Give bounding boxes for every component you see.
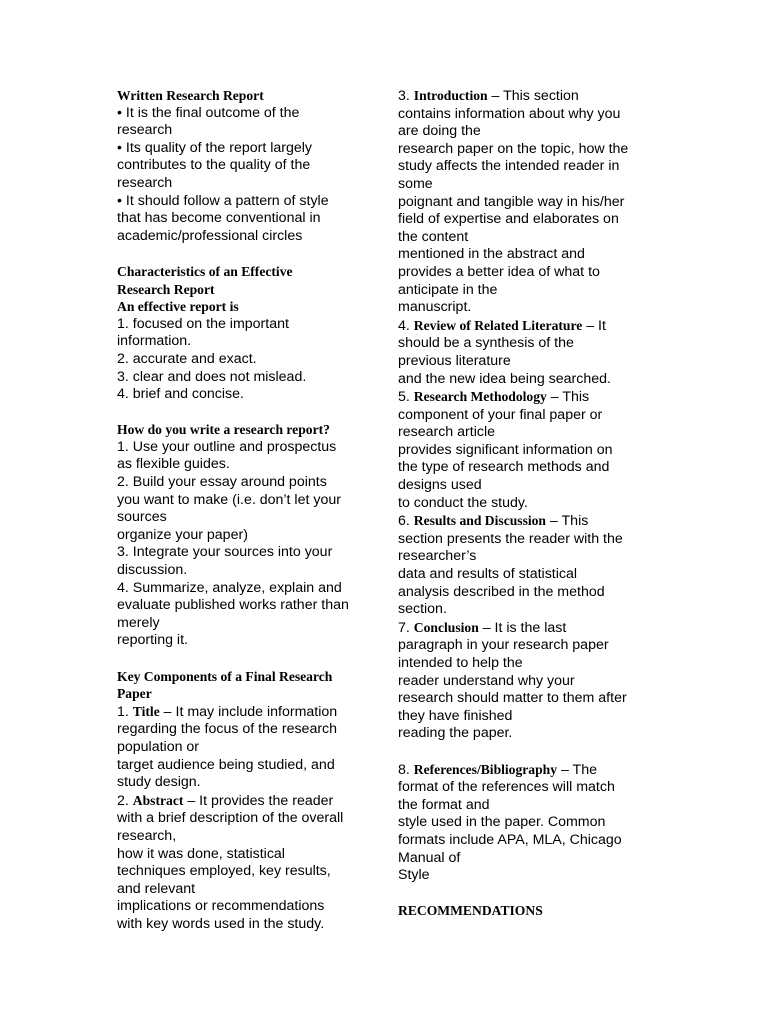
text-line: population or (117, 738, 200, 755)
text-line: 4. brief and concise. (117, 386, 244, 403)
term-label: References/Bibliography (413, 761, 558, 777)
references-item (398, 761, 660, 885)
term-label: Conclusion (413, 619, 479, 635)
text-line: analysis described in the method (398, 583, 605, 600)
term-label: Introduction (413, 88, 488, 103)
text-line: reading the paper. (398, 725, 513, 742)
review-item (398, 317, 660, 388)
text-line: 3. Integrate your sources into your (117, 544, 333, 561)
text-line: discussion. (117, 562, 188, 579)
characteristics-section (117, 263, 379, 404)
text-line: and relevant (117, 880, 196, 897)
conclusion-item (398, 619, 660, 743)
item-number: 3. (398, 88, 410, 104)
text-line: data and results of statistical (398, 566, 578, 583)
text-line: with key words used in the study. (117, 915, 325, 932)
text-fragment: – This section (487, 88, 579, 104)
text-fragment: – It is the last (478, 619, 567, 636)
text-line: should be a synthesis of the (398, 335, 574, 352)
text-line: 3. clear and does not mislead. (117, 368, 307, 385)
component-introduction-line (398, 87, 660, 106)
right-column (398, 87, 660, 920)
text-line: are doing the (398, 123, 481, 140)
introduction-item (398, 87, 660, 317)
text-line: study affects the intended reader in (398, 158, 620, 175)
text-line: evaluate published works rather than (117, 597, 349, 614)
text-line: sources (117, 509, 167, 526)
text-line: format of the references will match (398, 779, 615, 796)
text-line: merely (117, 614, 160, 631)
text-line: section. (398, 601, 447, 618)
section-heading-recommendations: RECOMMENDATIONS (398, 903, 543, 919)
text-fragment: – It provides the reader (183, 792, 334, 809)
text-line: anticipate in the (398, 281, 498, 298)
text-line: regarding the focus of the research (117, 721, 338, 738)
component-results-line (398, 512, 660, 531)
text-line: research paper on the topic, how the (398, 140, 629, 157)
text-line: field of expertise and elaborates on (398, 211, 619, 228)
item-number: 1. (117, 703, 129, 720)
text-line: provides significant information on (398, 441, 613, 458)
component-conclusion-line (398, 619, 660, 638)
text-line: as flexible guides. (117, 456, 230, 473)
text-fragment: – It (582, 317, 606, 334)
text-line: previous literature (398, 352, 511, 369)
text-line: provides a better idea of what to (398, 263, 600, 280)
text-line: formats include APA, MLA, Chicago (398, 831, 622, 848)
text-fragment: – This (546, 513, 589, 530)
item-number: 8. (398, 761, 410, 778)
term-label: Results and Discussion (413, 513, 546, 529)
text-line: component of your final paper or (398, 406, 603, 423)
section-subheading: An effective report is (117, 299, 239, 315)
text-line: implications or recommendations (117, 898, 325, 915)
spacer (398, 885, 660, 903)
item-number: 7. (398, 619, 410, 636)
text-line: they have finished (398, 707, 513, 724)
text-line: designs used (398, 477, 482, 494)
text-line: 4. Summarize, analyze, explain and (117, 579, 342, 596)
text-line: the type of research methods and (398, 459, 610, 476)
spacer (117, 650, 379, 668)
text-line: some (398, 175, 433, 192)
text-line: the format and (398, 796, 490, 813)
text-line: target audience being studied, and (117, 756, 335, 773)
term-label: Title (132, 703, 160, 719)
text-line: manuscript. (398, 299, 472, 316)
methodology-item (398, 388, 660, 512)
spacer (398, 743, 660, 761)
text-line: intended to help the (398, 655, 523, 671)
text-line: to conduct the study. (398, 494, 528, 511)
text-line: research, (117, 827, 177, 844)
section-heading-characteristics: Characteristics of an Effective (117, 263, 293, 279)
component-references-line (398, 761, 660, 780)
text-line: organize your paper) (117, 526, 248, 543)
item-number: 6. (398, 513, 410, 530)
text-line: research should matter to them after (398, 690, 627, 707)
text-line: study design. (117, 774, 201, 791)
written-report-section (117, 87, 379, 245)
text-line: reader understand why your (398, 672, 575, 689)
component-abstract-line (117, 792, 379, 811)
text-line: academic/professional circles (117, 227, 303, 244)
text-line: 2. accurate and exact. (117, 350, 257, 367)
component-title-line (117, 703, 379, 722)
section-heading-characteristics-cont: Research Report (117, 281, 215, 297)
component-methodology-line (398, 388, 660, 407)
results-item (398, 512, 660, 619)
item-number: 2. (117, 792, 129, 809)
section-heading-key-components: Key Components of a Final Research (117, 668, 333, 684)
text-line: researcher’s (398, 548, 477, 565)
text-line: contributes to the quality of the (117, 157, 311, 174)
text-line: 1. focused on the important (117, 315, 289, 332)
text-line: style used in the paper. Common (398, 814, 606, 831)
text-line: research (117, 174, 173, 191)
text-line: research article (398, 424, 495, 441)
text-line: poignant and tangible way in his/her (398, 193, 625, 210)
text-line: techniques employed, key results, (117, 863, 331, 880)
text-line: paragraph in your research paper (398, 637, 609, 654)
text-line: that has become conventional in (117, 210, 321, 227)
how-to-write-section (117, 421, 379, 650)
component-review-line (398, 317, 660, 336)
section-heading-key-components-cont: Paper (117, 686, 152, 702)
term-label: Review of Related Literature (413, 317, 583, 333)
item-number: 5. (398, 389, 410, 406)
text-line: mentioned in the abstract and (398, 246, 585, 263)
text-line: how it was done, statistical (117, 845, 285, 862)
text-line: the content (398, 228, 469, 245)
spacer (117, 245, 379, 263)
text-line: 1. Use your outline and prospectus (117, 438, 337, 455)
text-fragment: – The (557, 761, 597, 778)
section-heading-written-report: Written Research Report (117, 88, 264, 103)
text-line: • It is the final outcome of the (117, 104, 300, 121)
text-line: • Its quality of the report largely (117, 139, 313, 156)
left-column (117, 87, 379, 934)
section-heading-how-to-write: How do you write a research report? (117, 422, 330, 438)
item-number: 4. (398, 317, 410, 334)
spacer (117, 404, 379, 422)
text-line: and the new idea being searched. (398, 370, 611, 387)
text-line: research (117, 122, 173, 139)
text-line: Manual of (398, 849, 461, 866)
text-line: you want to make (i.e. don’t let your (117, 491, 341, 508)
text-fragment: – It may include information (159, 703, 338, 720)
text-line: contains information about why you (398, 105, 621, 122)
text-line: 2. Build your essay around points (117, 474, 327, 491)
text-line: reporting it. (117, 632, 188, 649)
text-line: with a brief description of the overall (117, 810, 344, 827)
key-components-section (117, 668, 379, 934)
term-label: Abstract (132, 792, 184, 808)
text-line: • It should follow a pattern of style (117, 192, 329, 209)
term-label: Research Methodology (413, 389, 547, 405)
text-fragment: – This (546, 389, 590, 406)
text-line: Style (398, 867, 430, 884)
text-line: information. (117, 333, 192, 350)
text-line: section presents the reader with the (398, 530, 623, 547)
